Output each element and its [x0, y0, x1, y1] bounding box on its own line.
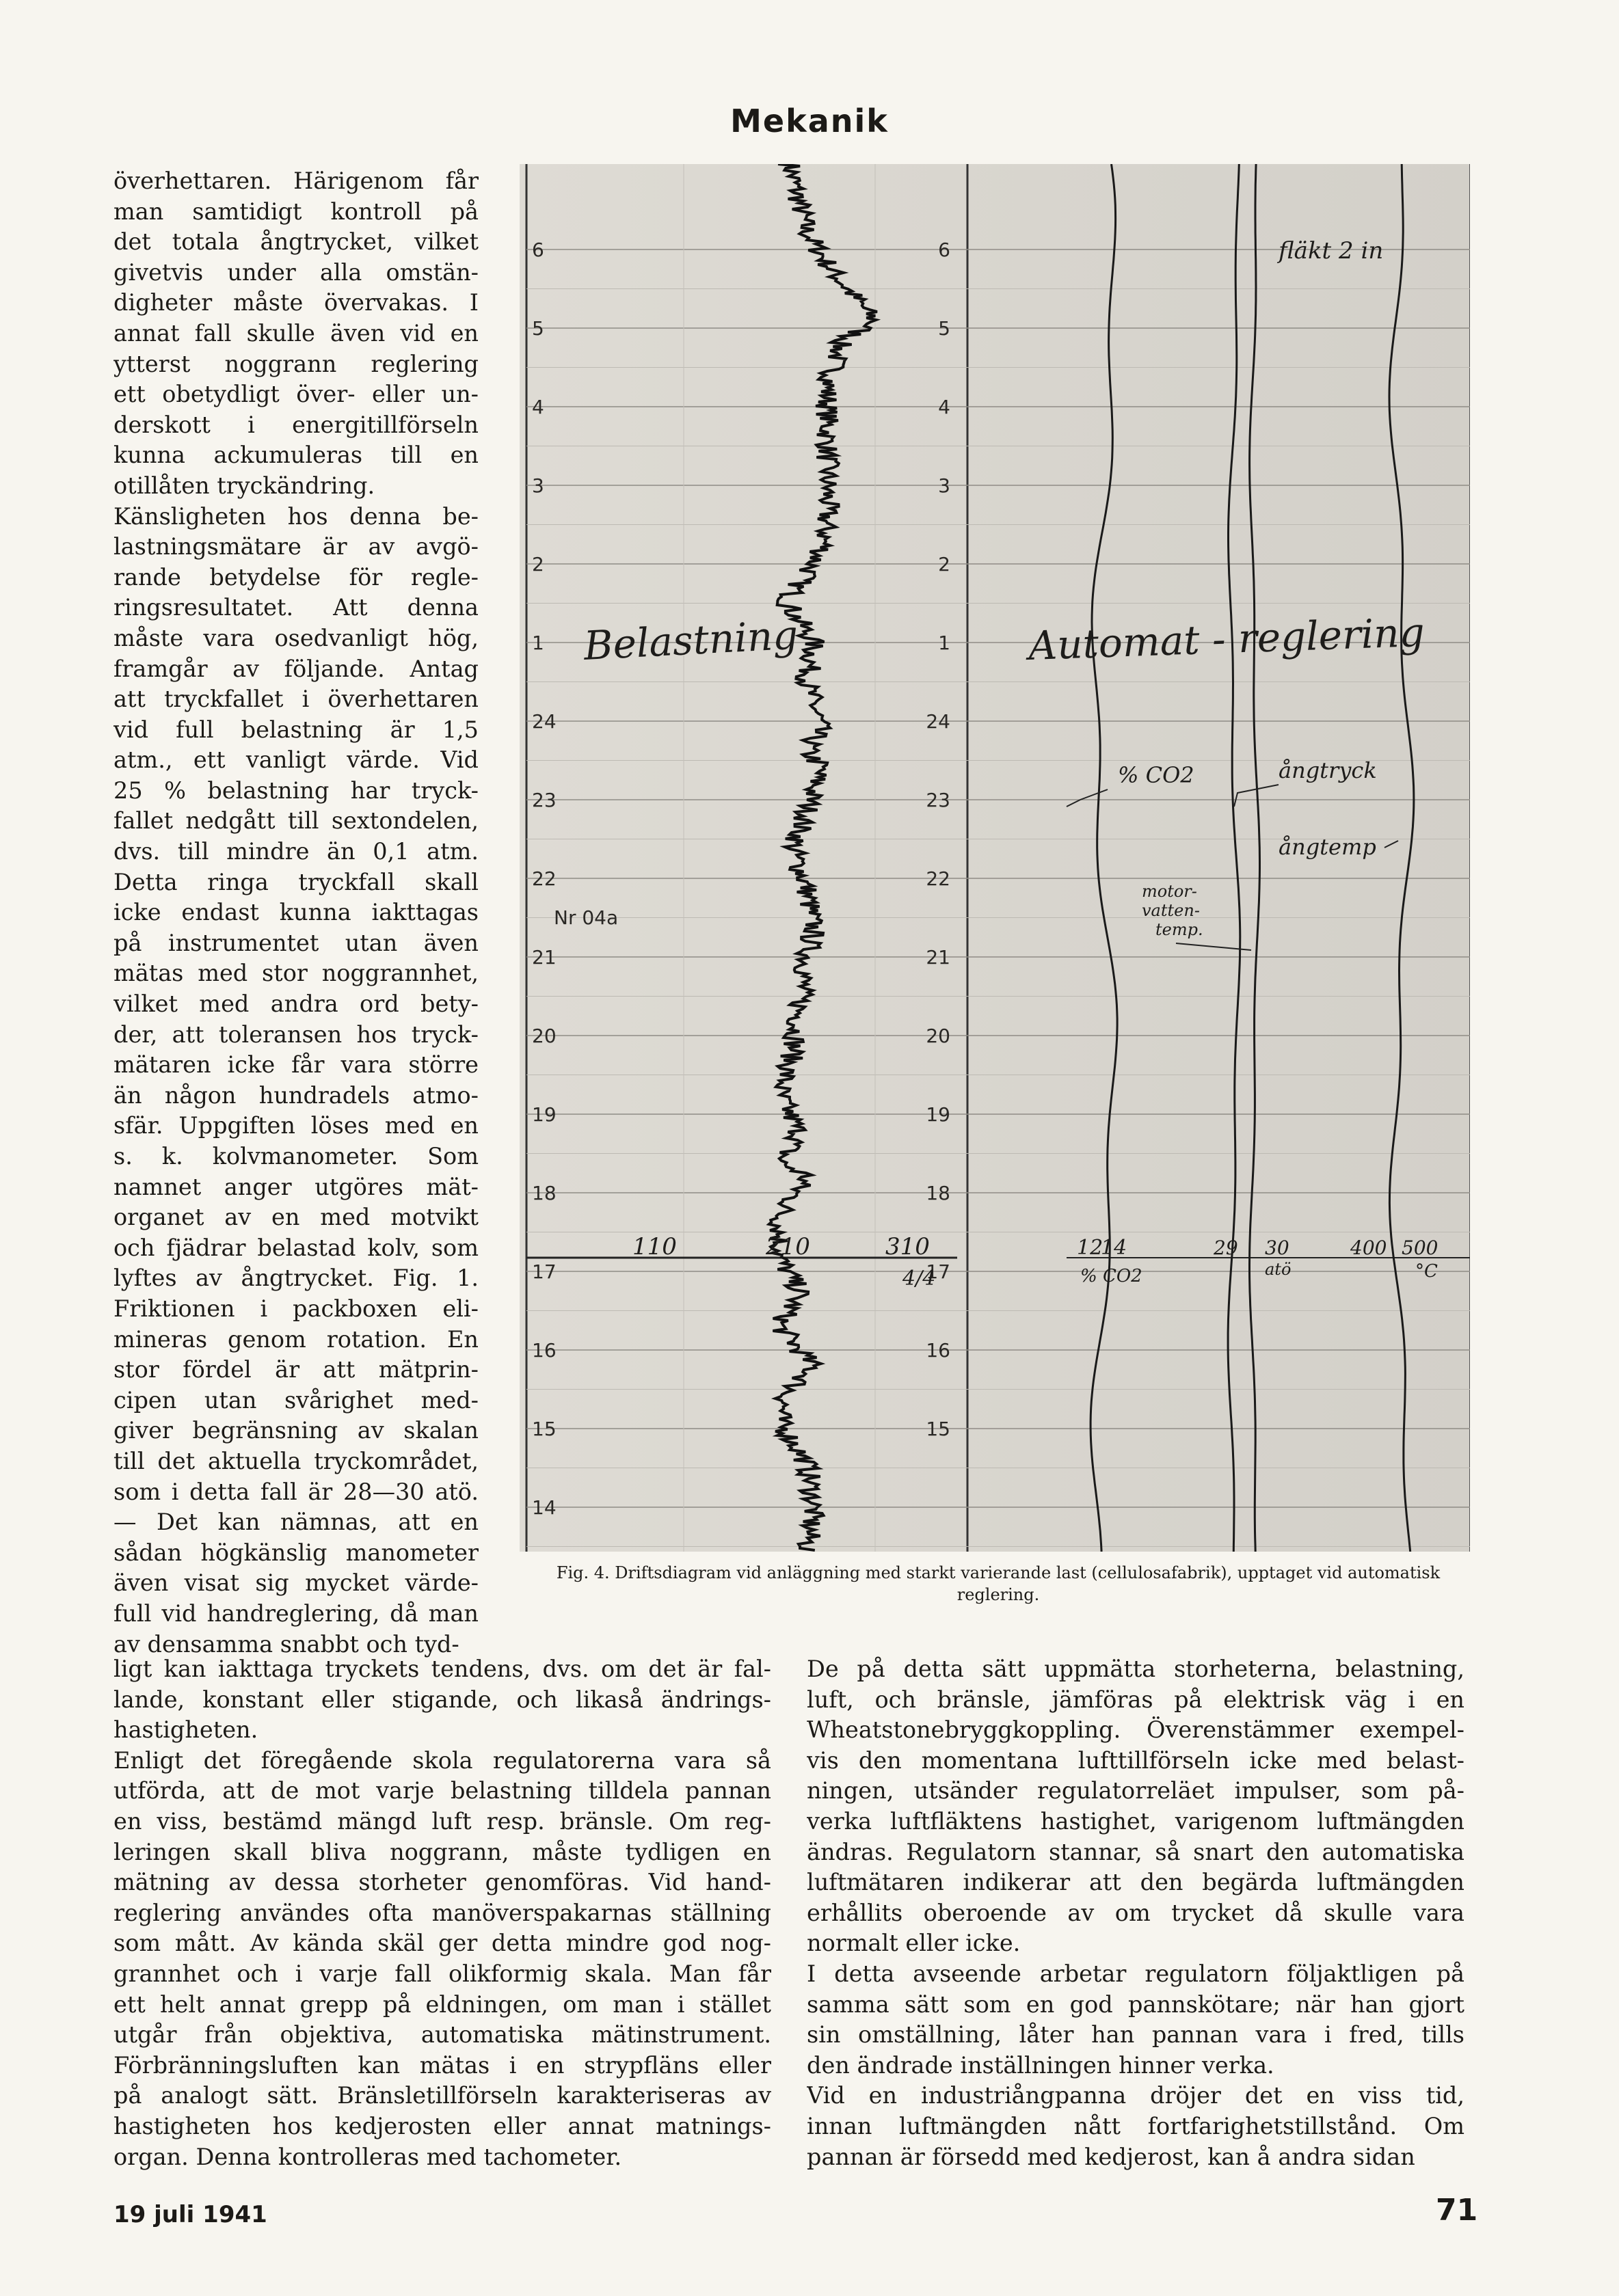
text-line: grannhet och i varje fall olikformig skala. Man får	[113, 1960, 771, 1987]
tick-label-left: 3	[532, 474, 544, 497]
text-line: på analogt sätt. Bränsletillförseln karakteriseras av	[113, 2082, 771, 2109]
tick-label-right: 23	[926, 789, 950, 811]
annotation-temp: temp.	[1155, 920, 1203, 939]
text-line: givetvis under alla omstän-	[113, 258, 479, 286]
text-line: cipen utan svårighet med-	[113, 1386, 479, 1414]
scale-29: 29	[1214, 1237, 1238, 1259]
text-line: Enligt det föregående skola regulatorerna vara så	[113, 1746, 771, 1774]
tick-label-right: 5	[938, 317, 950, 340]
scale-310: 310	[885, 1233, 930, 1260]
tick-label-right: 2	[938, 553, 950, 576]
text-line: I detta avseende arbetar regulatorn följaktligen på	[807, 1960, 1464, 1987]
bottom-left-column-text	[113, 1654, 771, 2172]
text-line: samma sätt som en god pannskötare; när han gjort	[807, 1990, 1464, 2018]
text-line: måste vara osedvanligt hög,	[113, 624, 479, 651]
tick-label-left: 5	[532, 317, 544, 340]
tick-label-left: 23	[532, 789, 557, 811]
scale-500: 500	[1402, 1237, 1439, 1259]
text-line: hastigheten hos kedjerosten eller annat matnings-	[113, 2112, 771, 2139]
tick-label-left: 2	[532, 553, 544, 576]
scale-210: 210	[766, 1233, 810, 1260]
text-line: av densamma snabbt och tyd-	[113, 1630, 459, 1658]
text-line: vid full belastning är 1,5	[113, 716, 479, 743]
text-line: annat fall skulle även vid en	[113, 319, 479, 347]
text-line: luft, och bränsle, jämföras på elektrisk väg i en	[807, 1686, 1464, 1713]
text-line: De på detta sätt uppmätta storheterna, belastning,	[807, 1656, 1464, 1682]
text-line: normalt eller icke.	[807, 1930, 1021, 1957]
text-line: lastningsmätare är av avgö-	[113, 533, 479, 561]
text-line: stor fördel är att mätprin-	[113, 1356, 479, 1383]
text-line: s. k. kolvmanometer. Som	[113, 1143, 479, 1170]
text-line: leringen skall bliva noggrann, måste tydligen en	[113, 1838, 771, 1865]
text-line: det totala ångtrycket, vilket	[113, 228, 479, 256]
annotation-vatten: vatten-	[1142, 901, 1200, 920]
scale-14: 14	[1101, 1236, 1127, 1260]
tick-label-right: 4	[938, 396, 950, 418]
text-line: atm., ett vanligt värde. Vid	[113, 746, 479, 774]
text-line: fallet nedgått till sextondelen,	[113, 807, 479, 835]
scale-4-4: 4/4	[902, 1267, 936, 1291]
text-line: Känsligheten hos denna be-	[113, 502, 479, 530]
text-line: ligt kan iakttaga tryckets tendens, dvs. om det är fal-	[113, 1656, 771, 1682]
tick-label-right: 19	[926, 1103, 950, 1126]
text-line: utförda, att de mot varje belastning tilldela pannan	[113, 1777, 771, 1805]
text-line: vilket med andra ord bety-	[113, 990, 479, 1018]
tick-label-left: 15	[532, 1418, 557, 1440]
figure-caption: Fig. 4. Driftsdiagram vid anläggning med starkt varierande last (cellulosafabrik), upptaget vid automatisk reglering.	[556, 1563, 1441, 1604]
text-line: giver begränsning av skalan	[113, 1417, 479, 1444]
text-line: även visat sig mycket värde-	[113, 1569, 479, 1597]
tick-label-right: 16	[926, 1339, 950, 1362]
text-line: dvs. till mindre än 0,1 atm.	[113, 838, 479, 865]
text-line: än någon hundradels atmo-	[113, 1081, 479, 1109]
text-line: framgår av följande. Antag	[113, 655, 479, 682]
text-line: på instrumentet utan även	[113, 929, 479, 956]
tick-label-right: 17	[926, 1260, 950, 1283]
tick-label-left: 21	[532, 946, 557, 969]
text-line: organet av en med motvikt	[113, 1204, 479, 1231]
chart-number: Nr 04a	[554, 906, 619, 929]
annotation-angtryck: ångtryck	[1279, 757, 1377, 783]
annotation-flakt: fläkt 2 in	[1279, 237, 1384, 265]
annotation-angtemp: ångtemp	[1279, 834, 1376, 860]
text-line: Friktionen i packboxen eli-	[113, 1295, 479, 1322]
text-line: innan luftmängden nått fortfarighetstillstånd. Om	[807, 2112, 1464, 2139]
text-line: sådan högkänslig manometer	[113, 1539, 479, 1566]
tick-label-right: 6	[938, 239, 950, 261]
text-line: och fjädrar belastad kolv, som	[113, 1234, 479, 1261]
scale-12: 12	[1077, 1236, 1103, 1260]
text-line: Förbränningsluften kan mätas i en strypfläns eller	[113, 2051, 771, 2079]
tick-label-left: 17	[532, 1260, 557, 1283]
bottom-right-column-text	[807, 1654, 1464, 2172]
scale-110: 110	[632, 1233, 677, 1260]
text-line: man samtidigt kontroll på	[113, 198, 479, 225]
text-line: Detta ringa tryckfall skall	[113, 868, 479, 895]
text-line: icke endast kunna iakttagas	[113, 899, 479, 926]
text-line: rande betydelse för regle-	[113, 563, 479, 591]
tick-label-right: 15	[926, 1418, 950, 1440]
text-line: lyftes av ångtrycket. Fig. 1.	[113, 1265, 479, 1292]
text-line: ändras. Regulatorn stannar, så snart den automatiska	[807, 1838, 1464, 1865]
text-line: Vid en industriångpanna dröjer det en viss tid,	[807, 2082, 1464, 2109]
text-line: der, att toleransen hos tryck-	[113, 1021, 479, 1048]
tick-label-left: 22	[532, 867, 557, 890]
tick-label-right: 18	[926, 1182, 950, 1204]
text-line: som i detta fall är 28—30 atö.	[113, 1478, 479, 1505]
page-header: Mekanik	[730, 103, 889, 139]
tick-label-left: 24	[532, 710, 557, 733]
annotation-co2: % CO2	[1118, 762, 1194, 788]
text-line: hastigheten.	[113, 1716, 258, 1744]
tick-label-left: 16	[532, 1339, 557, 1362]
annotation-automat-reglering: Automat - reglering	[1028, 608, 1426, 669]
text-line: vis den momentana lufttillförseln icke med belast-	[807, 1746, 1464, 1774]
tick-label-right: 21	[926, 946, 950, 969]
annotation-motor: motor-	[1142, 882, 1197, 901]
scale-ato: atö	[1265, 1260, 1292, 1279]
text-line: ringsresultatet. Att denna	[113, 594, 479, 621]
text-line: pannan är försedd med kedjerost, kan å andra sidan	[807, 2143, 1415, 2170]
tick-label-right: 1	[938, 632, 950, 654]
tick-label-left: 18	[532, 1182, 557, 1204]
tick-label-right: 3	[938, 474, 950, 497]
tick-label-left: 19	[532, 1103, 557, 1126]
text-line: utgår från objektiva, automatiska mätinstrument.	[113, 2021, 771, 2049]
tick-label-left: 1	[532, 632, 544, 654]
text-line: mätas med stor noggrannhet,	[113, 960, 479, 987]
text-line: lande, konstant eller stigande, och likaså ändrings-	[113, 1686, 771, 1713]
text-line: reglering användes ofta manöverspakarnas ställning	[113, 1899, 771, 1926]
text-line: ett helt annat grepp på eldningen, om man i stället	[113, 1990, 771, 2018]
annotation-belastning: Belastning	[583, 611, 799, 669]
text-line: den ändrade inställningen hinner verka.	[807, 2051, 1274, 2079]
text-line: otillåten tryckändring.	[113, 472, 375, 499]
text-line: organ. Denna kontrolleras med tachometer.	[113, 2143, 622, 2170]
text-line: att tryckfallet i överhettaren	[113, 686, 479, 713]
text-line: Wheatstonebryggkoppling. Överenstämmer exempel-	[807, 1716, 1464, 1744]
tick-label-left: 14	[532, 1496, 557, 1519]
text-line: luftmätaren indikerar att den begärda luftmängden	[807, 1869, 1464, 1896]
text-line: mineras genom rotation. En	[113, 1325, 479, 1353]
tick-label-right: 24	[926, 710, 950, 733]
tick-label-left: 4	[532, 396, 544, 418]
text-line: ningen, utsänder regulatorreläet impulser, som på-	[807, 1777, 1464, 1805]
page-number: 71	[1436, 2193, 1478, 2228]
text-line: full vid handreglering, då man	[113, 1599, 479, 1627]
left-column-text	[113, 166, 479, 1660]
tick-label-left: 6	[532, 239, 544, 261]
text-line: erhållits oberoende av om trycket då skulle vara	[807, 1899, 1464, 1926]
scale-co2: % CO2	[1080, 1266, 1142, 1286]
text-line: sfär. Uppgiften löses med en	[113, 1112, 479, 1139]
text-line: verka luftfläktens hastighet, varigenom luftmängden	[807, 1807, 1464, 1835]
text-line: — Det kan nämnas, att en	[113, 1509, 479, 1536]
text-line: 25 % belastning har tryck-	[113, 776, 479, 804]
text-line: till det aktuella tryckområdet,	[113, 1447, 479, 1474]
scale-400: 400	[1350, 1237, 1387, 1259]
text-line: mätning av dessa storheter genomföras. Vid hand-	[113, 1869, 771, 1896]
tick-label-right: 20	[926, 1025, 950, 1047]
text-line: mätaren icke får vara större	[113, 1051, 479, 1079]
scale-30: 30	[1265, 1237, 1289, 1259]
tick-label-left: 20	[532, 1025, 557, 1047]
tick-label-right: 22	[926, 867, 950, 890]
scale-celsius: °C	[1415, 1261, 1438, 1282]
footer-date: 19 juli 1941	[113, 2201, 267, 2228]
operating-diagram-figure	[520, 164, 1470, 1552]
text-line: kunna ackumuleras till en	[113, 442, 479, 469]
text-line: som mått. Av kända skäl ger detta mindre god nog-	[113, 1930, 771, 1957]
text-line: derskott i energitillförseln	[113, 411, 479, 438]
text-line: överhettaren. Härigenom får	[113, 167, 479, 194]
text-line: ett obetydligt över- eller un-	[113, 381, 479, 408]
text-line: sin omställning, låter han pannan vara i fred, tills	[807, 2021, 1464, 2049]
text-line: namnet anger utgöres mät-	[113, 1173, 479, 1200]
text-line: digheter måste övervakas. I	[113, 289, 479, 316]
text-line: en viss, bestämd mängd luft resp. bränsle. Om reg-	[113, 1807, 771, 1835]
text-line: ytterst noggrann reglering	[113, 350, 479, 377]
